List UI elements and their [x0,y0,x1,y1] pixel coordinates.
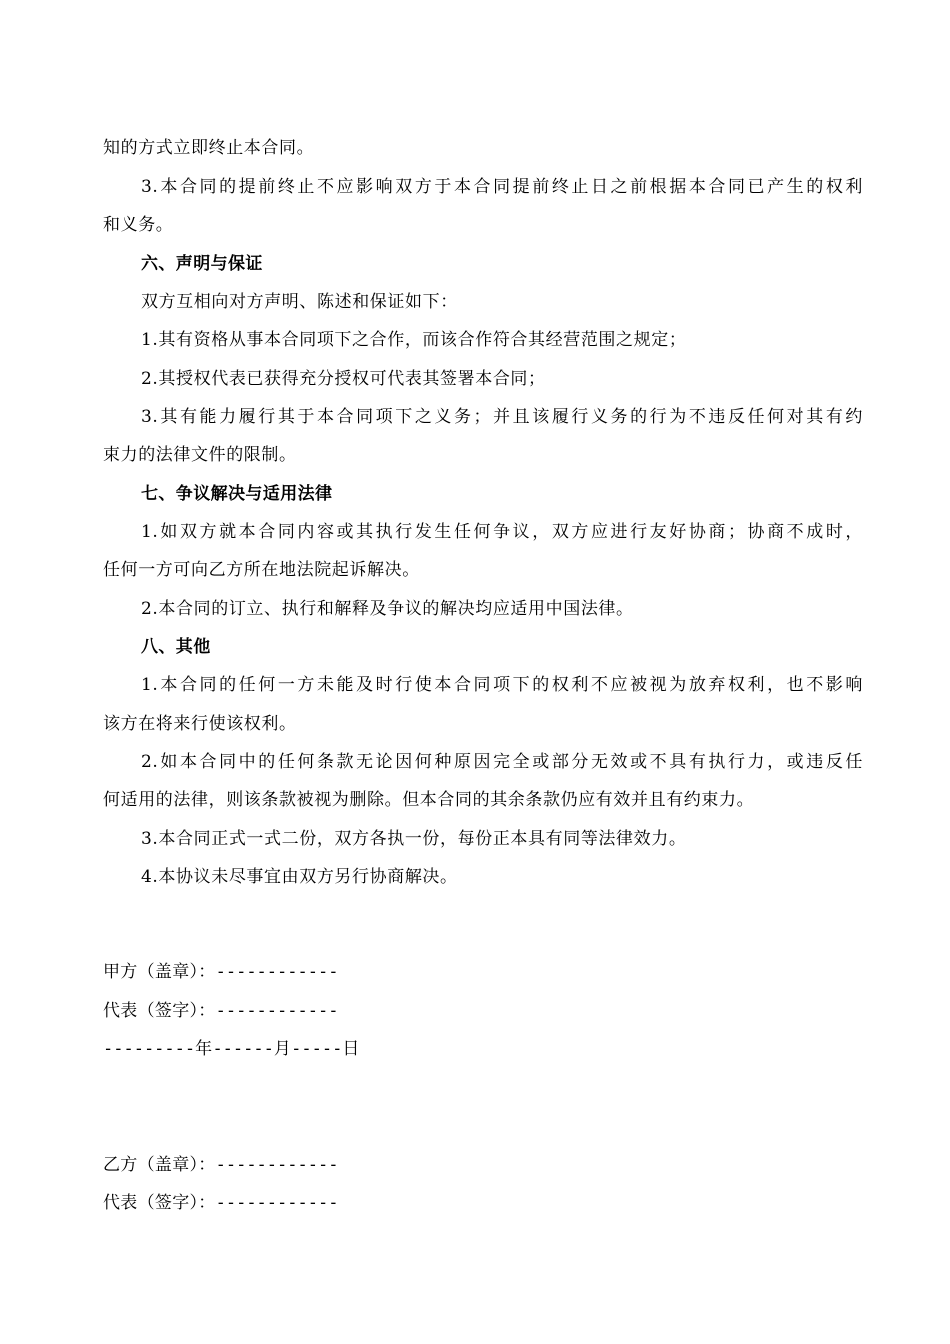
party-a-seal-blank[interactable]: ------------ [215,962,339,982]
date-line [103,1038,863,1060]
body-line: 和义务。 [103,215,174,235]
body-line: 任何一方可向乙方所在地法院起诉解决。 [103,560,420,580]
body-line: 3.本合同的提前终止不应影响双方于本合同提前终止日之前根据本合同已产生的权利 [141,177,863,197]
day-label: 日 [342,1039,360,1059]
party-b-rep-blank[interactable]: ------------ [215,1193,339,1213]
section-heading-7: 七、争议解决与适用法律 [141,484,333,504]
body-line: 1.如双方就本合同内容或其执行发生任何争议，双方应进行友好协商；协商不成时， [141,522,863,542]
body-line: 1.本合同的任何一方未能及时行使本合同项下的权利不应被视为放弃权利，也不影响 [141,675,863,695]
body-line: 4.本协议未尽事宜由双方另行协商解决。 [141,867,458,887]
party-b-seal-label: 乙方（盖章）： [103,1155,216,1175]
date-month-blank[interactable]: ------ [212,1039,274,1059]
body-line: 2.其授权代表已获得充分授权可代表其签署本合同； [141,369,546,389]
section-heading-6: 六、声明与保证 [141,254,263,274]
party-b-seal-blank[interactable]: ------------ [215,1155,339,1175]
party-a-rep-blank[interactable]: ------------ [215,1001,339,1021]
body-line: 2.如本合同中的任何条款无论因何种原因完全或部分无效或不具有执行力，或违反任 [141,752,863,772]
party-b-seal-line [103,1154,863,1176]
body-line: 3.本合同正式一式二份，双方各执一份，每份正本具有同等法律效力。 [141,829,687,849]
body-line: 1.其有资格从事本合同项下之合作，而该合作符合其经营范围之规定； [141,330,687,350]
party-a-seal-label: 甲方（盖章）： [103,962,216,982]
body-line: 何适用的法律，则该条款被视为删除。但本合同的其余条款仍应有效并且有约束力。 [103,790,755,810]
party-a-rep-line [103,1000,863,1022]
party-b-rep-line [103,1192,863,1214]
body-line: 束力的法律文件的限制。 [103,445,297,465]
party-a-seal-line [103,961,863,983]
body-line: 该方在将来行使该权利。 [103,714,297,734]
body-line: 2.本合同的订立、执行和解释及争议的解决均应适用中国法律。 [141,599,634,619]
year-label: 年 [195,1039,213,1059]
body-line: 知的方式立即终止本合同。 [103,138,315,158]
party-a-rep-label: 代表（签字）： [103,1001,216,1021]
section-heading-8: 八、其他 [141,637,211,657]
date-day-blank[interactable]: ----- [291,1039,343,1059]
body-line: 3.其有能力履行其于本合同项下之义务；并且该履行义务的行为不违反任何对其有约 [141,407,863,427]
date-year-blank[interactable]: --------- [103,1039,196,1059]
body-line: 双方互相向对方声明、陈述和保证如下： [141,292,458,312]
party-b-rep-label: 代表（签字）： [103,1193,216,1213]
month-label: 月 [273,1039,292,1059]
